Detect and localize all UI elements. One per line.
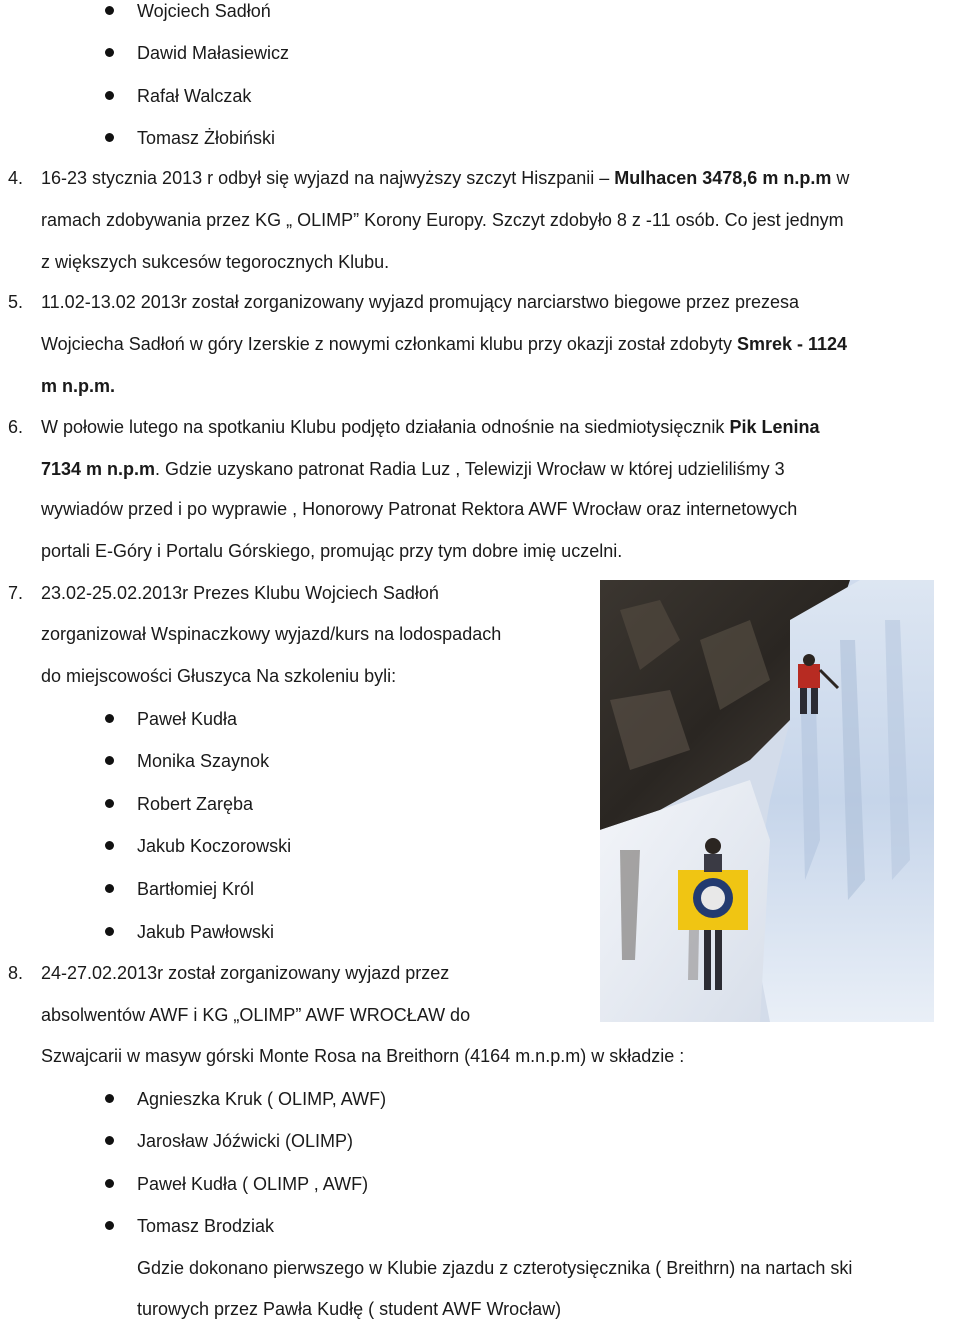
list-item: Jarosław Jóźwicki (OLIMP) bbox=[137, 1131, 354, 1151]
paragraph-line: ramach zdobywania przez KG „ OLIMP” Korony Europy. Szczyt zdobyło 8 z -11 osób. Co jest jednym bbox=[41, 210, 844, 230]
peak-name: Smrek - 1124 bbox=[736, 334, 848, 354]
ice-climbing-photo bbox=[600, 580, 934, 1022]
bullet bbox=[105, 884, 114, 893]
list-item: Monika Szaynok bbox=[137, 751, 270, 771]
note-line: turowych przez Pawła Kudłę ( student AWF Wrocław) bbox=[137, 1299, 562, 1319]
paragraph-line bbox=[41, 416, 819, 438]
paragraph-line bbox=[41, 458, 785, 480]
list-item: Rafał Walczak bbox=[137, 86, 252, 106]
list-item: Robert Zaręba bbox=[137, 794, 254, 814]
paragraph-line bbox=[41, 167, 849, 189]
bullet bbox=[105, 91, 114, 100]
item-number: 6. bbox=[8, 417, 24, 437]
text: 16-23 stycznia 2013 r odbył się wyjazd na najwyższy szczyt Hiszpanii – bbox=[41, 168, 615, 188]
paragraph-line: zorganizował Wspinaczkowy wyjazd/kurs na lodospadach bbox=[41, 624, 502, 644]
note-line: Gdzie dokonano pierwszego w Klubie zjazdu z czterotysięcznika ( Breithrn) na nartach ski bbox=[137, 1258, 853, 1278]
list-item: Wojciech Sadłoń bbox=[137, 1, 271, 21]
item-number: 8. bbox=[8, 963, 24, 983]
peak-height: 7134 m n.p.m bbox=[41, 459, 156, 479]
list-item: Jakub Koczorowski bbox=[137, 836, 292, 856]
paragraph-line: Szwajcarii w masyw górski Monte Rosa na Breithorn (4164 m.n.p.m) w składzie : bbox=[41, 1046, 685, 1066]
item-number: 5. bbox=[8, 292, 24, 312]
list-item: Paweł Kudła ( OLIMP , AWF) bbox=[137, 1174, 369, 1194]
text: w bbox=[831, 168, 850, 188]
list-item: Tomasz Żłobiński bbox=[137, 128, 276, 148]
item-number: 4. bbox=[8, 168, 24, 188]
paragraph-line: absolwentów AWF i KG „OLIMP” AWF WROCŁAW do bbox=[41, 1005, 471, 1025]
peak-name: Mulhacen 3478,6 m n.p.m bbox=[614, 168, 832, 188]
bullet bbox=[105, 841, 114, 850]
paragraph-line: 23.02-25.02.2013r Prezes Klubu Wojciech Sadłoń bbox=[41, 583, 439, 603]
list-item: Jakub Pawłowski bbox=[137, 922, 275, 942]
peak-name: Pik Lenina bbox=[729, 417, 820, 437]
item-number: 7. bbox=[8, 583, 24, 603]
paragraph-line: wywiadów przed i po wyprawie , Honorowy Patronat Rektora AWF Wrocław oraz internetowych bbox=[41, 499, 798, 519]
bullet bbox=[105, 714, 114, 723]
text: W połowie lutego na spotkaniu Klubu podjęto działania odnośnie na siedmiotysięcznik bbox=[41, 417, 730, 437]
text: . Gdzie uzyskano patronat Radia Luz , Telewizji Wrocław w której udzieliliśmy 3 bbox=[155, 459, 785, 479]
bullet bbox=[105, 1179, 114, 1188]
paragraph-line: 11.02-13.02 2013r został zorganizowany wyjazd promujący narciarstwo biegowe przez prezesa bbox=[41, 292, 800, 312]
paragraph-line bbox=[41, 333, 847, 355]
list-item: Dawid Małasiewicz bbox=[137, 43, 290, 63]
bullet bbox=[105, 133, 114, 142]
bullet bbox=[105, 756, 114, 765]
bullet bbox=[105, 927, 114, 936]
list-item: Bartłomiej Król bbox=[137, 879, 255, 899]
bullet bbox=[105, 799, 114, 808]
paragraph-line: 24-27.02.2013r został zorganizowany wyjazd przez bbox=[41, 963, 450, 983]
list-item: Tomasz Brodziak bbox=[137, 1216, 275, 1236]
paragraph-line: portali E-Góry i Portalu Górskiego, promując przy tym dobre imię uczelni. bbox=[41, 541, 623, 561]
list-item: Paweł Kudła bbox=[137, 709, 238, 729]
bullet bbox=[105, 1221, 114, 1230]
bullet bbox=[105, 48, 114, 57]
paragraph-line: z większych sukcesów tegorocznych Klubu. bbox=[41, 252, 390, 272]
bullet bbox=[105, 6, 114, 15]
bullet bbox=[105, 1136, 114, 1145]
paragraph-line: m n.p.m. bbox=[41, 376, 116, 396]
list-item: Agnieszka Kruk ( OLIMP, AWF) bbox=[137, 1089, 387, 1109]
text: Wojciecha Sadłoń w góry Izerskie z nowymi członkami klubu przy okazji został zdobyty bbox=[41, 334, 737, 354]
paragraph-line: do miejscowości Głuszyca Na szkoleniu byli: bbox=[41, 666, 397, 686]
bullet bbox=[105, 1094, 114, 1103]
